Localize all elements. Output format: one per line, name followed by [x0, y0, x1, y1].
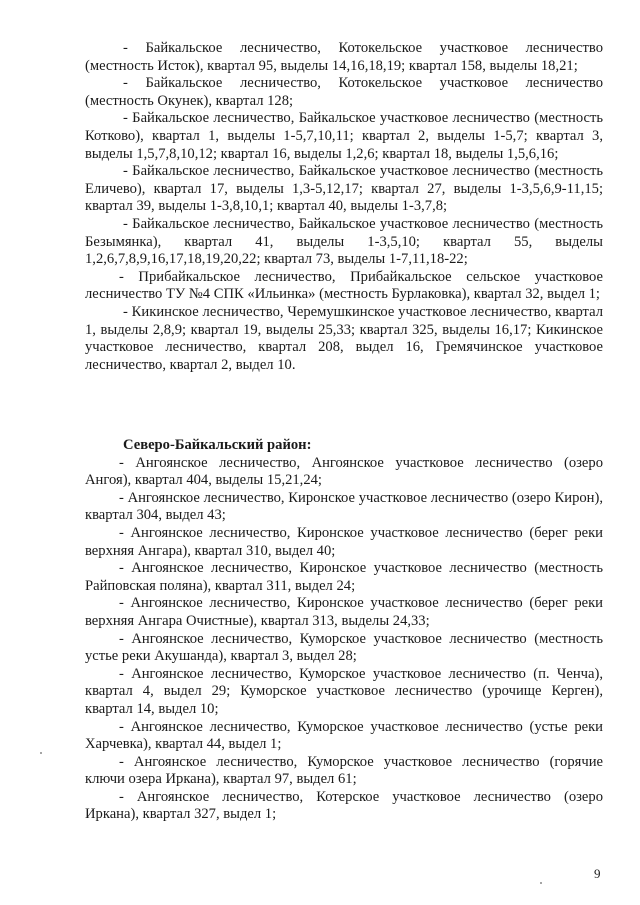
- list-item: - Ангоянское лесничество, Куморское участковое лесничество (устье реки Харчевка), квартал 44, выдел 1;: [85, 718, 603, 753]
- list-item: - Ангоянское лесничество, Котерское участковое лесничество (озеро Иркана), квартал 327, выдел 1;: [85, 788, 603, 823]
- list-item: - Ангоянское лесничество, Киронское участковое лесничество (берег реки верхняя Ангара), квартал 310, выдел 40;: [85, 524, 603, 559]
- section-two: [85, 437, 603, 824]
- list-item: - Прибайкальское лесничество, Прибайкальское сельское участковое лесничество ТУ №4 СПК «Ильинка» (местность Бурлаковка), квартал 32, выдел 1;: [85, 268, 603, 303]
- scan-speck: [540, 882, 542, 884]
- list-item: - Ангоянское лесничество, Куморское участковое лесничество (горячие ключи озера Иркана), квартал 97, выдел 61;: [85, 753, 603, 788]
- page-number: 9: [594, 866, 601, 881]
- list-item: - Ангоянское лесничество, Ангоянское участковое лесничество (озеро Ангоя), квартал 404, выделы 15,21,24;: [85, 454, 603, 489]
- list-item: - Байкальское лесничество, Байкальское участковое лесничество (местность Котково), квартал 1, выделы 1-5,7,10,11; квартал 2, выделы 1-5,7; квартал 3, выделы 1,5,7,8,10,12; квартал 16, выделы 1,2,6; квартал 18, выделы 1,5,6,16;: [85, 110, 603, 162]
- list-item: - Кикинское лесничество, Черемушкинское участковое лесничество, квартал 1, выделы 2,8,9; квартал 19, выделы 25,33; квартал 325, выделы 16,17; Кикинское участковое лесничество, квартал 208, выдел 16, Гремячинское участковое лесничество, квартал 2, выдел 10.: [85, 303, 603, 373]
- list-item: - Байкальское лесничество, Котокельское участковое лесничество (местность Исток), квартал 95, выделы 14,16,18,19; квартал 158, выделы 18,21;: [85, 40, 603, 74]
- list-item: - Байкальское лесничество, Байкальское участковое лесничество (местность Еличево), квартал 17, выделы 1,3-5,12,17; квартал 27, выделы 1-3,5,6,9-11,15; квартал 39, выделы 1-3,8,10,1; квартал 40, выделы 1-3,7,8;: [85, 163, 603, 215]
- list-item: - Байкальское лесничество, Котокельское участковое лесничество (местность Окунек), квартал 128;: [85, 75, 603, 109]
- list-item: - Ангоянское лесничество, Киронское участковое лесничество (местность Райповская поляна), квартал 311, выдел 24;: [85, 560, 603, 594]
- list-item: - Ангоянское лесничество, Куморское участковое лесничество (п. Ченча), квартал 4, выдел 29; Куморское участковое лесничество (урочище Керген), квартал 14, выдел 10;: [85, 665, 603, 717]
- list-item: - Ангоянское лесничество, Киронское участковое лесничество (берег реки верхняя Ангара Очистные), квартал 313, выделы 24,33;: [85, 595, 603, 629]
- list-item: - Ангоянское лесничество, Киронское участковое лесничество (озеро Кирон), квартал 304, выдел 43;: [85, 489, 603, 524]
- list-item: - Байкальское лесничество, Байкальское участковое лесничество (местность Безымянка), квартал 41, выделы 1-3,5,10; квартал 55, выделы 1,2,6,7,8,9,16,17,18,19,20,22; квартал 73, выделы 1-7,11,18-22;: [85, 215, 603, 268]
- district-heading: Северо-Байкальский район:: [123, 437, 312, 453]
- section-one: [85, 40, 603, 374]
- list-item: - Ангоянское лесничество, Куморское участковое лесничество (местность устье реки Акушанда), квартал 3, выдел 28;: [85, 630, 603, 665]
- scan-speck: [40, 752, 42, 754]
